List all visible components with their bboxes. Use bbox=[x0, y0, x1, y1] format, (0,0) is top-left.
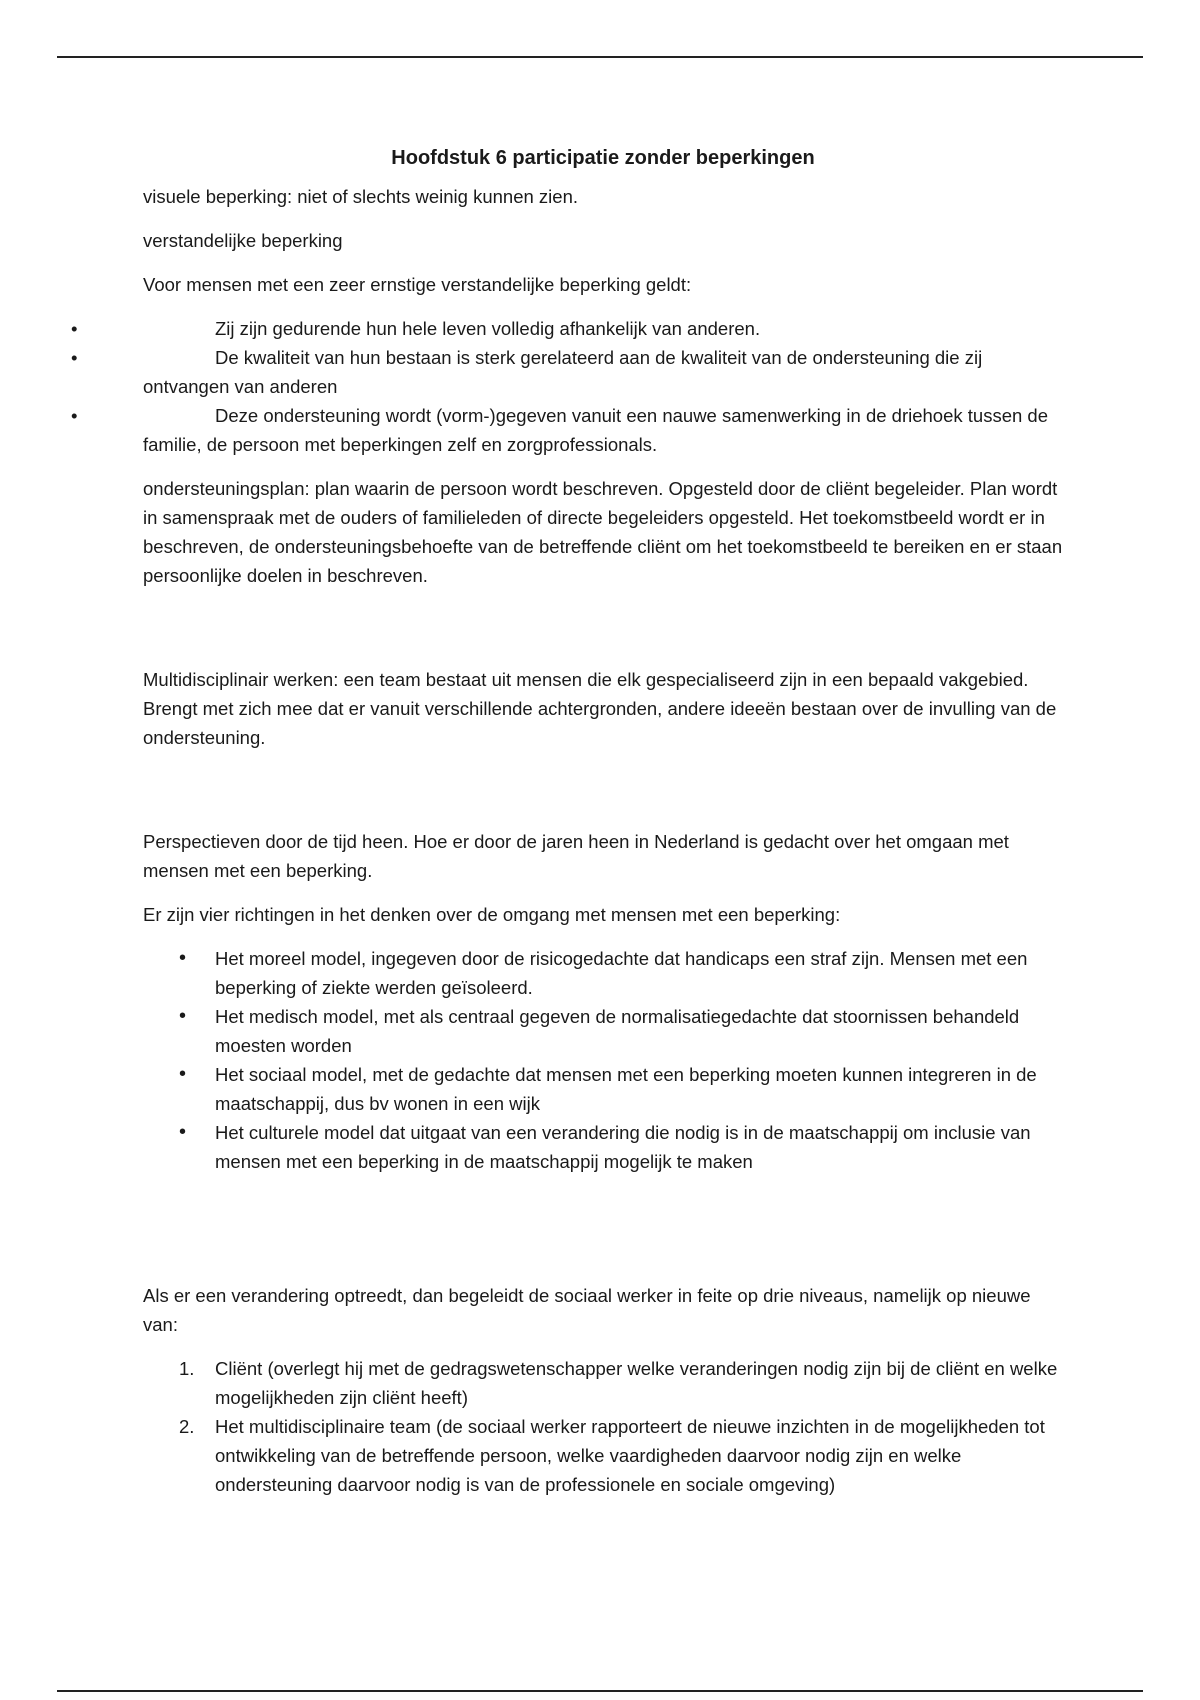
paragraph-verandering: Als er een verandering optreedt, dan begeleidt de sociaal werker in feite op drie niveaus, namelijk op nieuwe van: bbox=[143, 1285, 1031, 1335]
list-item-moreel-model: • Het moreel model, ingegeven door de risicogedachte dat handicaps een straf zijn. Mensen met een beperking of ziekte werden geïsoleerd. bbox=[215, 944, 1063, 1002]
numbered-list bbox=[143, 1354, 1063, 1499]
spacer bbox=[143, 605, 1063, 665]
numbered-item-team bbox=[179, 1412, 1063, 1499]
footer-rule bbox=[57, 1690, 1143, 1692]
list-item-cultureel-model: • Het culturele model dat uitgaat van een verandering die nodig is in de maatschappij om inclusie van mensen met een beperking in de maatschappij mogelijk te maken bbox=[215, 1118, 1063, 1176]
paragraph-verstandelijke-beperking: verstandelijke beperking bbox=[143, 230, 343, 251]
paragraph-zeer-ernstige: Voor mensen met een zeer ernstige verstandelijke beperking geldt: bbox=[143, 274, 692, 295]
item-text: Cliënt (overlegt hij met de gedragswetenschapper welke veranderingen nodig zijn bij de cliënt en welke mogelijkheden zijn cliënt heeft) bbox=[215, 1358, 1058, 1408]
paragraph-multidisciplinair: Multidisciplinair werken: een team bestaat uit mensen die elk gespecialiseerd zijn in een bepaald vakgebied. Brengt met zich mee dat er vanuit verschillende achtergronden, andere ideeën bestaan over de invulling van de ondersteuning. bbox=[143, 669, 1057, 748]
spacer bbox=[143, 1191, 1063, 1281]
header-rule bbox=[57, 56, 1143, 58]
spacer bbox=[143, 767, 1063, 827]
paragraph-perspectieven: Perspectieven door de tijd heen. Hoe er door de jaren heen in Nederland is gedacht over het omgaan met mensen met een beperking. bbox=[143, 831, 1009, 881]
list-item: • De kwaliteit van hun bestaan is sterk gerelateerd aan de kwaliteit van de ondersteuning die zij ontvangen van anderen bbox=[143, 343, 1063, 401]
paragraph-visuele-beperking: visuele beperking: niet of slechts weinig kunnen zien. bbox=[143, 186, 579, 207]
paragraph-vier-richtingen: Er zijn vier richtingen in het denken over de omgang met mensen met een beperking: bbox=[143, 904, 841, 925]
document-page bbox=[143, 140, 1063, 1499]
dot-list bbox=[143, 314, 1063, 459]
item-number: 1. bbox=[179, 1358, 195, 1379]
page-title: Hoofdstuk 6 participatie zonder beperkingen bbox=[391, 147, 815, 169]
numbered-item-client bbox=[179, 1354, 1063, 1412]
item-text: Het multidisciplinaire team (de sociaal werker rapporteert de nieuwe inzichten in de mogelijkheden tot ontwikkeling van de betreffende persoon, welke vaardigheden daarvoor nodig zijn en welke ondersteuning daarvoor nodig is van de professionele en sociale omgeving) bbox=[215, 1416, 1045, 1495]
list-item: • Deze ondersteuning wordt (vorm-)gegeven vanuit een nauwe samenwerking in de driehoek tussen de familie, de persoon met beperkingen zelf en zorgprofessionals. bbox=[143, 401, 1063, 459]
item-number: 2. bbox=[179, 1416, 195, 1437]
list-item-sociaal-model: • Het sociaal model, met de gedachte dat mensen met een beperking moeten kunnen integreren in de maatschappij, dus bv wonen in een wijk bbox=[215, 1060, 1063, 1118]
paragraph-ondersteuningsplan: ondersteuningsplan: plan waarin de persoon wordt beschreven. Opgesteld door de cliënt begeleider. Plan wordt in samenspraak met de ouders of familieleden of directe begeleiders opgesteld. Het toekomstbeeld wordt er in beschreven, de ondersteuningsbehoefte van de betreffende cliënt om het toekomstbeeld te bereiken en er staan persoonlijke doelen in beschreven. bbox=[143, 478, 1063, 586]
model-list bbox=[143, 944, 1063, 1176]
list-item-medisch-model: • Het medisch model, met als centraal gegeven de normalisatiegedachte dat stoornissen behandeld moesten worden bbox=[215, 1002, 1063, 1060]
list-item: • Zij zijn gedurende hun hele leven volledig afhankelijk van anderen. bbox=[143, 314, 1063, 343]
